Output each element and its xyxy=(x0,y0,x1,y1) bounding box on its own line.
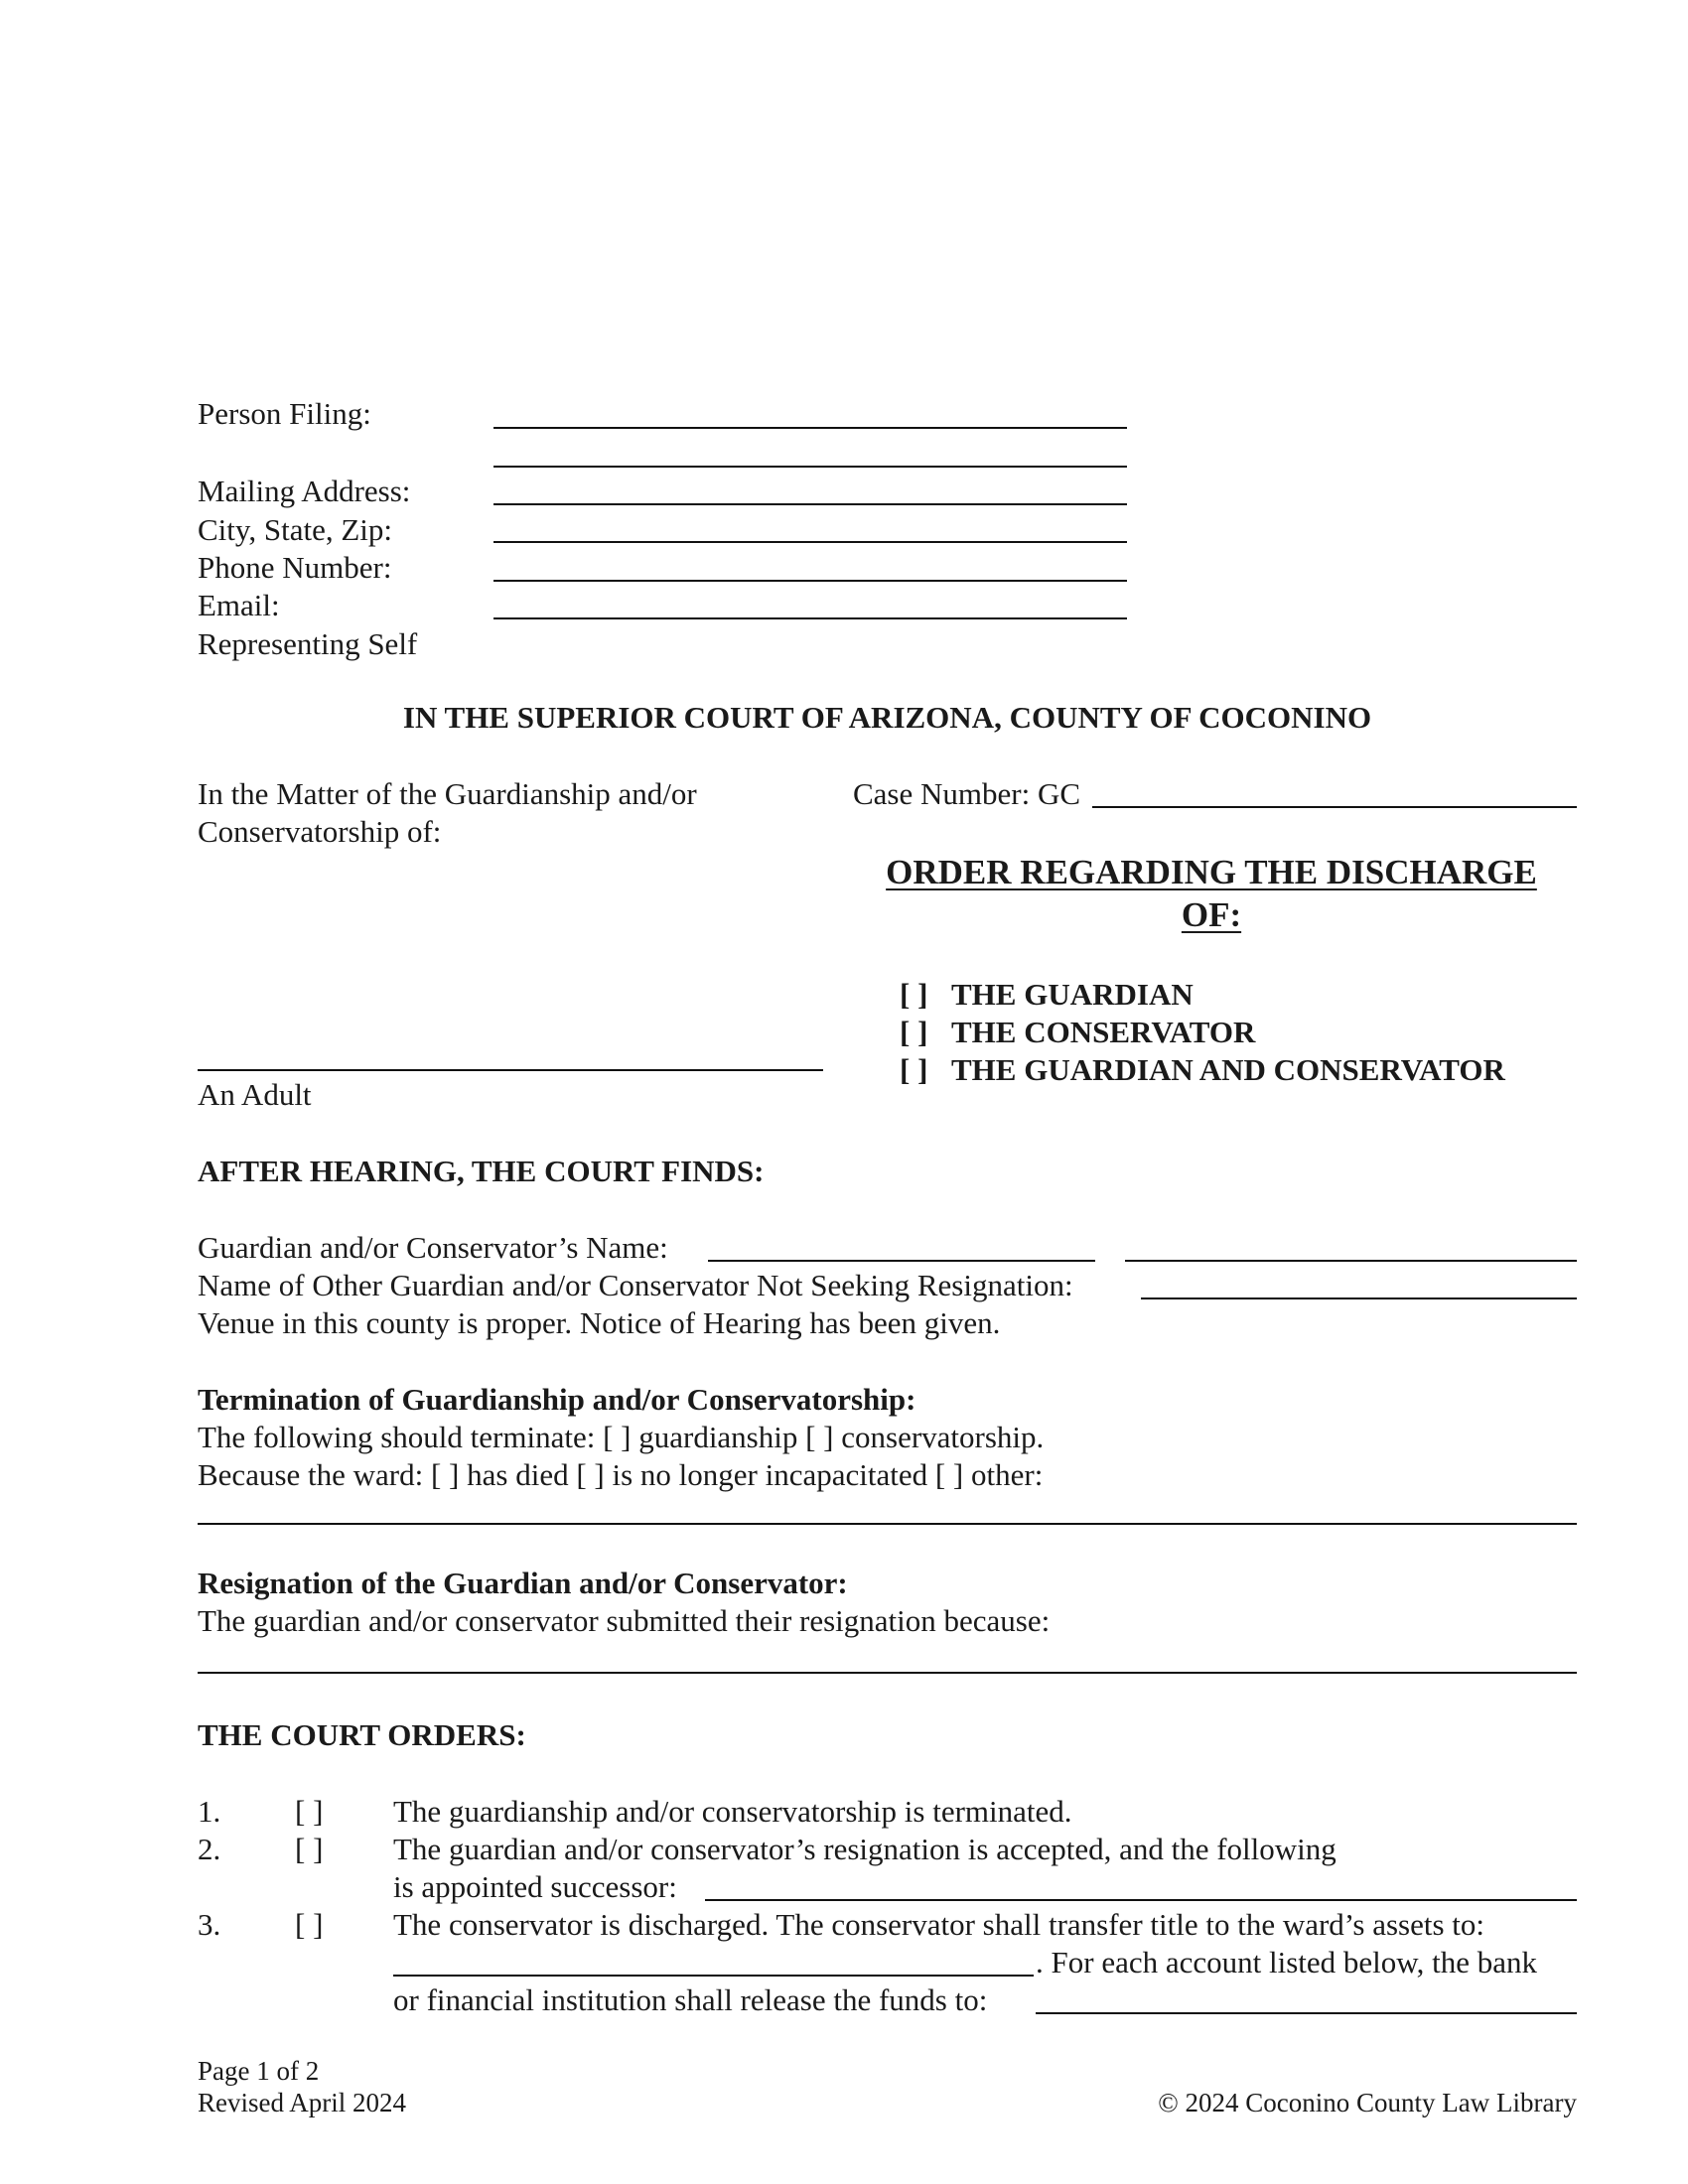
guardian-name-field-2[interactable] xyxy=(1125,1260,1577,1262)
order-2-number: 2. xyxy=(198,1832,221,1866)
case-number-label: Case Number: GC xyxy=(853,776,1081,811)
resignation-reason-field[interactable] xyxy=(198,1672,1577,1674)
person-filing-field-2[interactable] xyxy=(493,466,1127,468)
footer-copyright: © 2024 Coconino County Law Library xyxy=(1158,2088,1577,2117)
order-3-continuation: . For each account listed below, the bank xyxy=(1036,1945,1538,1979)
court-title: IN THE SUPERIOR COURT OF ARIZONA, COUNTY OF COCONINO xyxy=(402,700,1372,735)
case-number-field[interactable] xyxy=(1092,806,1577,808)
option-guardian-label: THE GUARDIAN xyxy=(951,977,1194,1012)
option-conservator-checkbox[interactable]: [ ] xyxy=(900,1015,928,1049)
order-3-continuation-2: or financial institution shall release the funds to: xyxy=(393,1982,988,2017)
order-2-checkbox[interactable]: [ ] xyxy=(295,1832,324,1866)
phone-number-field[interactable] xyxy=(493,580,1127,582)
resignation-line-1: The guardian and/or conservator submitted their resignation because: xyxy=(198,1603,1051,1638)
resignation-heading: Resignation of the Guardian and/or Conservator: xyxy=(198,1566,848,1600)
order-1-checkbox[interactable]: [ ] xyxy=(295,1794,324,1829)
venue-text: Venue in this county is proper. Notice of Hearing has been given. xyxy=(198,1305,1001,1340)
matter-line-1: In the Matter of the Guardianship and/or xyxy=(198,776,697,811)
order-3-number: 3. xyxy=(198,1907,221,1942)
termination-other-field[interactable] xyxy=(198,1523,1577,1525)
successor-field[interactable] xyxy=(705,1899,1577,1901)
city-state-zip-field[interactable] xyxy=(493,541,1127,543)
mailing-address-label: Mailing Address: xyxy=(198,474,411,508)
order-3-text: The conservator is discharged. The conservator shall transfer title to the ward’s assets to: xyxy=(393,1907,1485,1942)
phone-number-label: Phone Number: xyxy=(198,550,392,585)
city-state-zip-label: City, State, Zip: xyxy=(198,512,393,547)
order-1-text: The guardianship and/or conservatorship is terminated. xyxy=(393,1794,1072,1829)
footer-revised: Revised April 2024 xyxy=(198,2088,406,2117)
mailing-address-field[interactable] xyxy=(493,503,1127,505)
termination-heading: Termination of Guardianship and/or Conservatorship: xyxy=(198,1382,916,1417)
person-filing-label: Person Filing: xyxy=(198,396,371,431)
footer-page-number: Page 1 of 2 xyxy=(198,2056,320,2086)
email-field[interactable] xyxy=(493,617,1127,619)
representing-self-label: Representing Self xyxy=(198,626,418,661)
option-guardian-and-conservator-label: THE GUARDIAN AND CONSERVATOR xyxy=(951,1052,1505,1087)
option-guardian-and-conservator-checkbox[interactable]: [ ] xyxy=(900,1052,928,1087)
guardian-name-field[interactable] xyxy=(708,1260,1095,1262)
order-3-checkbox[interactable]: [ ] xyxy=(295,1907,324,1942)
release-funds-field[interactable] xyxy=(1036,2012,1577,2014)
order-1-number: 1. xyxy=(198,1794,221,1829)
matter-line-2: Conservatorship of: xyxy=(198,814,442,849)
person-filing-field[interactable] xyxy=(493,427,1127,429)
orders-heading: THE COURT ORDERS: xyxy=(198,1717,526,1752)
termination-line-1: The following should terminate: [ ] guardianship [ ] conservatorship. xyxy=(198,1420,1045,1454)
asset-transfer-field[interactable] xyxy=(393,1975,1034,1977)
email-label: Email: xyxy=(198,588,280,622)
order-2-continuation: is appointed successor: xyxy=(393,1869,677,1904)
termination-line-2: Because the ward: [ ] has died [ ] is no longer incapacitated [ ] other: xyxy=(198,1457,1044,1492)
option-conservator-label: THE CONSERVATOR xyxy=(951,1015,1256,1049)
order-2-text: The guardian and/or conservator’s resignation is accepted, and the following xyxy=(393,1832,1336,1866)
findings-heading: AFTER HEARING, THE COURT FINDS: xyxy=(198,1154,765,1188)
order-title-line-1: ORDER REGARDING THE DISCHARGE xyxy=(886,853,1537,891)
order-title-line-2: OF: xyxy=(1181,895,1242,934)
guardian-name-label: Guardian and/or Conservator’s Name: xyxy=(198,1230,668,1265)
other-guardian-field[interactable] xyxy=(1141,1297,1577,1299)
ward-name-field[interactable] xyxy=(198,1069,823,1071)
an-adult-label: An Adult xyxy=(198,1077,312,1112)
other-guardian-label: Name of Other Guardian and/or Conservator Not Seeking Resignation: xyxy=(198,1268,1073,1302)
option-guardian-checkbox[interactable]: [ ] xyxy=(900,977,928,1012)
